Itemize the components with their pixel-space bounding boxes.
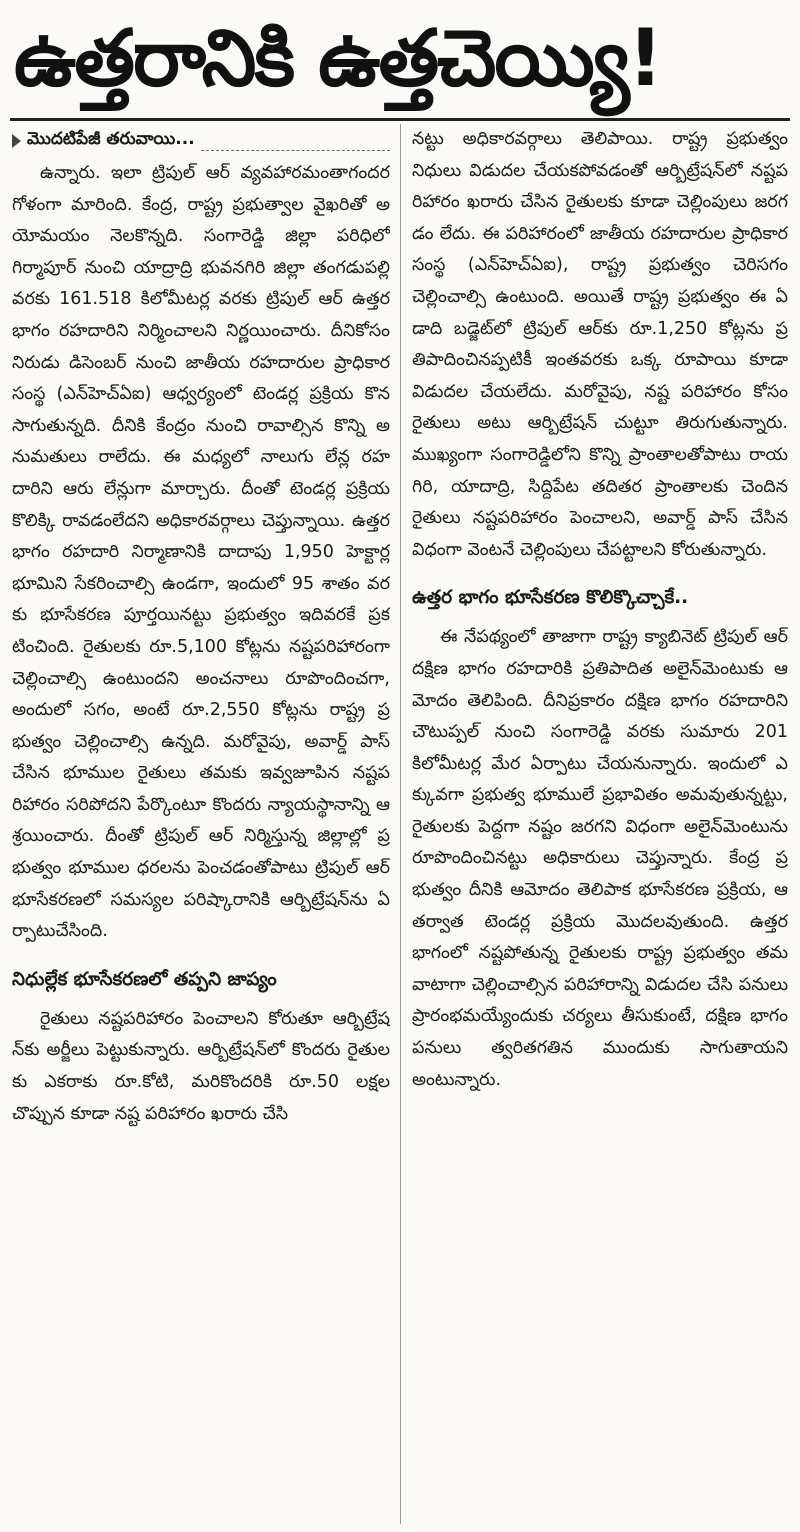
- continued-from-line: [12, 124, 390, 158]
- headline: ఉత్తరానికి ఉత్తచెయ్యి!: [14, 14, 662, 104]
- right-column: [412, 124, 788, 1524]
- continued-from-label: మొదటిపేజీ తరువాయి...: [27, 129, 195, 149]
- left-column: [12, 124, 390, 1524]
- subheading: నిధుల్లేక భూసేకరణలో తప్పని జాప్యం: [12, 968, 277, 990]
- arrow-icon: [12, 134, 21, 148]
- article-paragraph: ఉన్నారు. ఇలా ట్రిపుల్ ఆర్ వ్యవహారమంతాగందరగోళంగా మారింది. కేంద్ర, రాష్ట్ర ప్రభుత్వాల వైఖరితో అయోమయం నెలకొన్నది. సంగారెడ్డి జిల్లా పరిధిలో గిర్మాపూర్ నుంచి యాద్రాద్రి భువనగిరి జిల్లా తంగడుపల్లి వరకు 161.518 కిలోమీటర్ల వరకు ట్రిపుల్ ఆర్ ఉత్తర భాగం రహదారిని నిర్మించాలని నిర్ణయించారు. దీనికోసం నిరుడు డిసెంబర్ నుంచి జాతీయ రహదారుల ప్రాధికార సంస్థ (ఎన్‌హెచ్‌ఏఐ) ఆధ్వర్యంలో టెండర్ల ప్రక్రియ కొనసాగుతున్నది. దీనికి కేంద్రం నుంచి రావాల్సిన కొన్ని అనుమతులు రాలేదు. ఈ మధ్యలో నాలుగు లేన్ల రహదారిని ఆరు లేన్లుగా మార్చారు. దీంతో టెండర్ల ప్రక్రియ కొలిక్కి రావడంలేదని అధికారవర్గాలు చెప్తున్నాయి. ఉత్తరభాగం రహదారి నిర్మాణానికి దాదాపు 1,950 హెక్టార్ల భూమిని సేకరించాల్సి ఉండగా, ఇందులో 95 శాతం వరకు భూసేకరణ పూర్తయినట్టు ప్రభుత్వం ఇదివరకే ప్రకటించింది. రైతులకు రూ.5,100 కోట్లను నష్టపరిహారంగా చెల్లించాల్సి ఉంటుందని అంచనాలు రూపొందించగా, అందులో సగం, అంటే రూ.2,550 కోట్లను రాష్ట్ర ప్రభుత్వం చెల్లించాల్సి ఉన్నది. మరోవైపు, అవార్డ్ పాస్ చేసిన భూముల రైతులు తమకు ఇవ్వజూపిన నష్టపరిహారం సరిపోదని పేర్కొంటూ కొందరు న్యాయస్థానాన్ని ఆశ్రయించారు. దీంతో ట్రిపుల్ ఆర్ నిర్మిస్తున్న జిల్లాల్లో ప్రభుత్వం భూముల ధరలను పెంచడంతోపాటు ట్రిపుల్ ఆర్ భూసేకరణలో సమస్యల పరిష్కారానికి ఆర్బిట్రేషన్‌ను ఏర్పాటుచేసింది.: [12, 163, 390, 942]
- article-paragraph: నట్టు అధికారవర్గాలు తెలిపాయి. రాష్ట్ర ప్రభుత్వం నిధులు విడుదల చేయకపోవడంతో ఆర్బిట్రేషన్‌లో నష్టపరిహారం ఖరారు చేసిన రైతులకు కూడా చెల్లింపులు జరగడం లేదు. ఈ పరిహారంలో జాతీయ రహదారుల ప్రాధికార సంస్థ (ఎన్‌హెచ్‌ఏఐ), రాష్ట్ర ప్రభుత్వం చెరిసగం చెల్లించాల్సి ఉంటుంది. అయితే రాష్ట్ర ప్రభుత్వం ఈ ఏడాది బడ్జెట్‌లో ట్రిపుల్ ఆర్‌కు రూ.1,250 కోట్లను ప్రతిపాదించినప్పటికీ ఇంతవరకు ఒక్క రూపాయి కూడా విడుదల చేయలేదు. మరోవైపు, నష్ట పరిహారం కోసం రైతులు అటు ఆర్బిట్రేషన్ చుట్టూ తిరుగుతున్నారు. ముఖ్యంగా సంగారెడ్డిలోని కొన్ని ప్రాంతాలతోపాటు రాయగిరి, యాదాద్రి, సిద్దిపేట తదితర ప్రాంతాలకు చెందిన రైతులు నష్టపరిహారం పెంచాలని, అవార్డ్ పాస్ చేసిన విధంగా వెంటనే చెల్లింపులు చేపట్టాలని కోరుతున్నారు.: [412, 129, 788, 560]
- article-paragraph: ఈ నేపథ్యంలో తాజాగా రాష్ట్ర క్యాబినెట్ ట్రిపుల్ ఆర్ దక్షిణ భాగం రహదారికి ప్రతిపాదిత అలైన్‌మెంటుకు ఆమోదం తెలిపింది. దీనిప్రకారం దక్షిణ భాగం రహదారిని చౌటుప్పల్ నుంచి సంగారెడ్డి వరకు సుమారు 201 కిలోమీటర్ల మేర ఏర్పాటు చేయనున్నారు. ఇందులో ఎక్కువగా ప్రభుత్వ భూములే ప్రభావితం అమవుతున్నట్టు, రైతులకు పెద్దగా నష్టం జరగని విధంగా అలైన్‌మెంటును రూపొందించినట్టు అధికారులు చెప్తున్నారు. కేంద్ర ప్రభుత్వం దీనికి ఆమోదం తెలిపాక భూసేకరణ ప్రక్రియ, ఆ తర్వాత టెండర్ల ప్రక్రియ మొదలవుతుంది. ఉత్తర భాగంలో నష్టపోతున్న రైతులకు రాష్ట్ర ప్రభుత్వం తమ వాటాగా చెల్లించాల్సిన పరిహారాన్ని విడుదల చేసి పనులు ప్రారంభమయ్యేందుకు చర్యలు తీసుకుంటే, దక్షిణ భాగం పనులు త్వరితగతిన ముందుకు సాగుతాయని అంటున్నారు.: [412, 627, 788, 1090]
- subheading: ఉత్తర భాగం భూసేకరణ కొలిక్కొచ్చాకే..: [412, 587, 689, 609]
- article-paragraph: రైతులు నష్టపరిహారం పెంచాలని కోరుతూ ఆర్బిట్రేషన్‌కు అర్జీలు పెట్టుకున్నారు. ఆర్బిట్రేషన్‌లో కొందరు రైతులకు ఎకరాకు రూ.కోటి, మరికొందరికి రూ.50 లక్షల చొప్పున కూడా నష్ట పరిహారం ఖరారు చేసి: [12, 1008, 390, 1124]
- headline-rule: [10, 118, 790, 121]
- dashed-rule: [201, 132, 390, 151]
- column-divider: [400, 124, 401, 1524]
